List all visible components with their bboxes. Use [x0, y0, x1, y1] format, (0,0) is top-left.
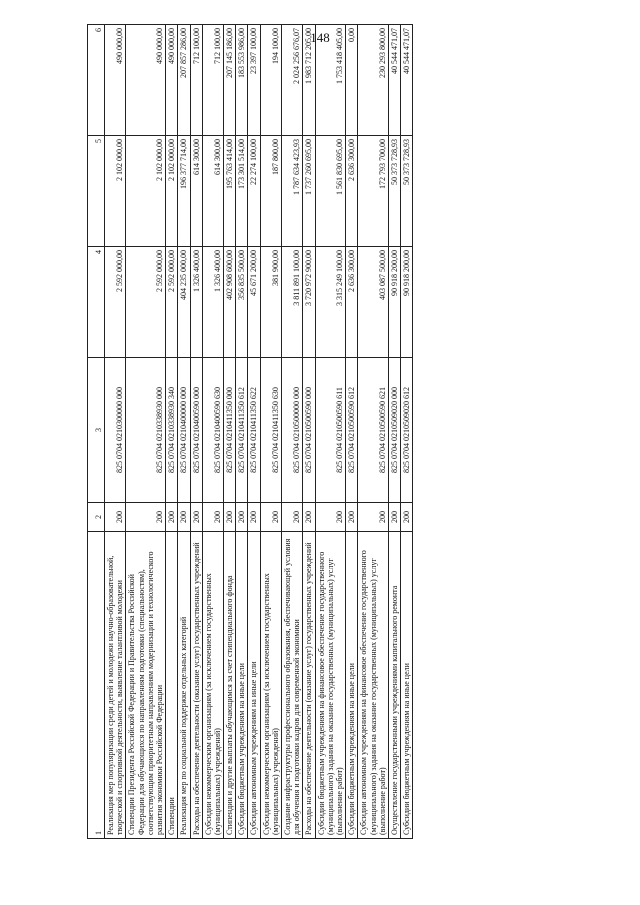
row-code: 200 [358, 503, 389, 532]
row-kbk: 825 0704 0210400000 000 [178, 358, 190, 503]
row-value-total: 2 636 300,00 [346, 247, 358, 358]
row-kbk: 825 0704 0210500590 612 [346, 358, 358, 503]
row-code: 200 [282, 503, 303, 532]
row-value-col5: 22 274 100,00 [248, 136, 260, 247]
row-value-col5: 1 787 634 423,93 [282, 136, 303, 247]
row-code: 200 [105, 503, 126, 532]
row-name: Осуществление государственными учреждениями капитального ремонта [388, 532, 400, 839]
row-name: Стипендии [166, 532, 178, 839]
row-value-col5: 50 373 728,93 [401, 136, 413, 247]
row-value-col5: 172 793 700,00 [358, 136, 389, 247]
row-value-col5: 1 737 260 695,00 [303, 136, 315, 247]
row-name: Субсидии бюджетным учреждениям на иные цели [236, 532, 248, 839]
table-row [202, 25, 223, 839]
row-name: Создание инфраструктуры профессионального образования, обеспечивающей условия для обучения и подготовки кадров для современной экономики [282, 532, 303, 839]
row-value-total: 3 720 972 900,00 [303, 247, 315, 358]
row-value-col6: 230 293 800,00 [358, 25, 389, 136]
table-row [401, 25, 413, 839]
table-header-row [88, 25, 105, 839]
table-row [178, 25, 190, 839]
row-code: 200 [126, 503, 166, 532]
row-value-col6: 194 100,00 [260, 25, 281, 136]
header-col-5: 5 [88, 136, 105, 247]
row-value-col6: 2 024 256 676,07 [282, 25, 303, 136]
row-kbk: 825 0704 0210500590 000 [303, 358, 315, 503]
row-value-col5: 2 102 000,00 [105, 136, 126, 247]
row-value-total: 90 918 200,00 [401, 247, 413, 358]
row-kbk: 825 0704 0210500000 000 [282, 358, 303, 503]
row-value-total: 2 592 000,00 [166, 247, 178, 358]
row-value-col6: 207 857 286,00 [178, 25, 190, 136]
row-code: 200 [166, 503, 178, 532]
row-value-total: 2 592 000,00 [105, 247, 126, 358]
row-code: 200 [401, 503, 413, 532]
table-row [105, 25, 126, 839]
row-kbk: 825 0704 0210411350 612 [236, 358, 248, 503]
row-name: Стипендии Президента Российской Федерации и Правительства Российской Федерации для обучающихся по направлениям подготовки (специальностям), соответствующим приоритетным направлениям модернизации и технологического развития экономики Российской Федерации [126, 532, 166, 839]
row-name: Реализация мер популяризации среди детей и молодежи научно-образовательной, творческой и спортивной деятельности, выявление талантливой молодежи [105, 532, 126, 839]
header-col-4: 4 [88, 247, 105, 358]
row-value-total: 1 326 400,00 [202, 247, 223, 358]
row-value-col5: 196 377 714,00 [178, 136, 190, 247]
header-col-1: 1 [88, 532, 105, 839]
row-value-total: 90 918 200,00 [388, 247, 400, 358]
table-body [105, 25, 413, 839]
row-kbk: 825 0704 0210411350 630 [260, 358, 281, 503]
row-code: 200 [248, 503, 260, 532]
row-value-col5: 173 301 514,00 [236, 136, 248, 247]
row-code: 200 [346, 503, 358, 532]
row-code: 200 [190, 503, 202, 532]
table-row [260, 25, 281, 839]
row-name: Стипендии и другие выплаты обучающимся за счет стипендиального фонда [224, 532, 236, 839]
row-value-col5: 1 561 830 695,00 [315, 136, 346, 247]
row-value-col6: 40 544 471,07 [388, 25, 400, 136]
table-row [236, 25, 248, 839]
budget-table [87, 24, 413, 839]
row-value-col5: 614 300,00 [190, 136, 202, 247]
row-code: 200 [224, 503, 236, 532]
row-name: Субсидии некоммерческим организациям (за исключением государственных (муниципальных) учреждений) [260, 532, 281, 839]
row-value-col5: 195 763 414,00 [224, 136, 236, 247]
row-value-col5: 2 102 000,00 [126, 136, 166, 247]
row-value-col6: 183 553 986,00 [236, 25, 248, 136]
header-col-2: 2 [88, 503, 105, 532]
row-value-col6: 40 544 471,07 [401, 25, 413, 136]
row-name: Субсидии бюджетным учреждениям на иные цели [346, 532, 358, 839]
row-value-col6: 207 145 186,00 [224, 25, 236, 136]
table-row [346, 25, 358, 839]
row-value-total: 45 671 200,00 [248, 247, 260, 358]
row-name: Расходы на обеспечение деятельности (оказание услуг) государственных учреждений [190, 532, 202, 839]
row-kbk: 825 0704 0210509020 000 [388, 358, 400, 503]
table-row [224, 25, 236, 839]
row-value-total: 381 900,00 [260, 247, 281, 358]
row-value-total: 402 908 600,00 [224, 247, 236, 358]
row-value-col6: 490 000,00 [166, 25, 178, 136]
row-name: Субсидии бюджетным учреждениям на финансовое обеспечение государственного (муниципального) задания на оказание государственных (муниципальных) услуг (выполнение работ) [315, 532, 346, 839]
row-kbk: 825 0704 0210338930 000 [126, 358, 166, 503]
row-value-col6: 0,00 [346, 25, 358, 136]
row-value-col5: 2 636 300,00 [346, 136, 358, 247]
table-row [282, 25, 303, 839]
row-name: Субсидии автономным учреждениям на иные цели [248, 532, 260, 839]
row-value-col6: 490 000,00 [126, 25, 166, 136]
row-value-col5: 614 300,00 [202, 136, 223, 247]
row-value-col5: 50 373 728,93 [388, 136, 400, 247]
row-code: 200 [315, 503, 346, 532]
row-value-col6: 23 397 100,00 [248, 25, 260, 136]
row-value-col5: 187 800,00 [260, 136, 281, 247]
row-kbk: 825 0704 0210411350 000 [224, 358, 236, 503]
row-name: Субсидии бюджетным учреждениям на иные цели [401, 532, 413, 839]
table-row [190, 25, 202, 839]
row-value-col6: 1 753 418 405,00 [315, 25, 346, 136]
row-value-total: 1 326 400,00 [190, 247, 202, 358]
row-value-total: 356 835 500,00 [236, 247, 248, 358]
row-kbk: 825 0704 0210400590 630 [202, 358, 223, 503]
row-value-col6: 1 983 712 205,00 [303, 25, 315, 136]
row-kbk: 825 0704 0210509020 612 [401, 358, 413, 503]
row-code: 200 [202, 503, 223, 532]
row-code: 200 [178, 503, 190, 532]
table-row [358, 25, 389, 839]
row-value-col6: 490 000,00 [105, 25, 126, 136]
row-kbk: 825 0704 0210338930 340 [166, 358, 178, 503]
table-row [315, 25, 346, 839]
row-value-total: 403 087 500,00 [358, 247, 389, 358]
row-value-total: 3 315 249 100,00 [315, 247, 346, 358]
row-code: 200 [388, 503, 400, 532]
row-value-total: 3 811 891 100,00 [282, 247, 303, 358]
row-kbk: 825 0704 0210300000 000 [105, 358, 126, 503]
header-col-3: 3 [88, 358, 105, 503]
row-code: 200 [303, 503, 315, 532]
table-row [388, 25, 400, 839]
row-kbk: 825 0704 0210411350 622 [248, 358, 260, 503]
table-row [248, 25, 260, 839]
row-value-total: 2 592 000,00 [126, 247, 166, 358]
page-number: 148 [310, 30, 330, 45]
row-name: Расходы на обеспечение деятельности (оказание услуг) государственных учреждений [303, 532, 315, 839]
table-row [126, 25, 166, 839]
row-kbk: 825 0704 0210400590 000 [190, 358, 202, 503]
row-code: 200 [260, 503, 281, 532]
row-name: Субсидии автономным учреждениям на финансовое обеспечение государственного (муниципального) задания на оказание государственных (муниципальных) услуг (выполнение работ) [358, 532, 389, 839]
table-row [166, 25, 178, 839]
row-value-col5: 2 102 000,00 [166, 136, 178, 247]
row-name: Субсидии некоммерческим организациям (за исключением государственных (муниципальных) учреждений) [202, 532, 223, 839]
row-kbk: 825 0704 0210500590 611 [315, 358, 346, 503]
row-kbk: 825 0704 0210500590 621 [358, 358, 389, 503]
row-name: Реализация мер по социальной поддержке отдельных категорий [178, 532, 190, 839]
table-row [303, 25, 315, 839]
row-value-col6: 712 100,00 [190, 25, 202, 136]
header-col-6: 6 [88, 25, 105, 136]
row-code: 200 [236, 503, 248, 532]
row-value-total: 404 235 000,00 [178, 247, 190, 358]
row-value-col6: 712 100,00 [202, 25, 223, 136]
